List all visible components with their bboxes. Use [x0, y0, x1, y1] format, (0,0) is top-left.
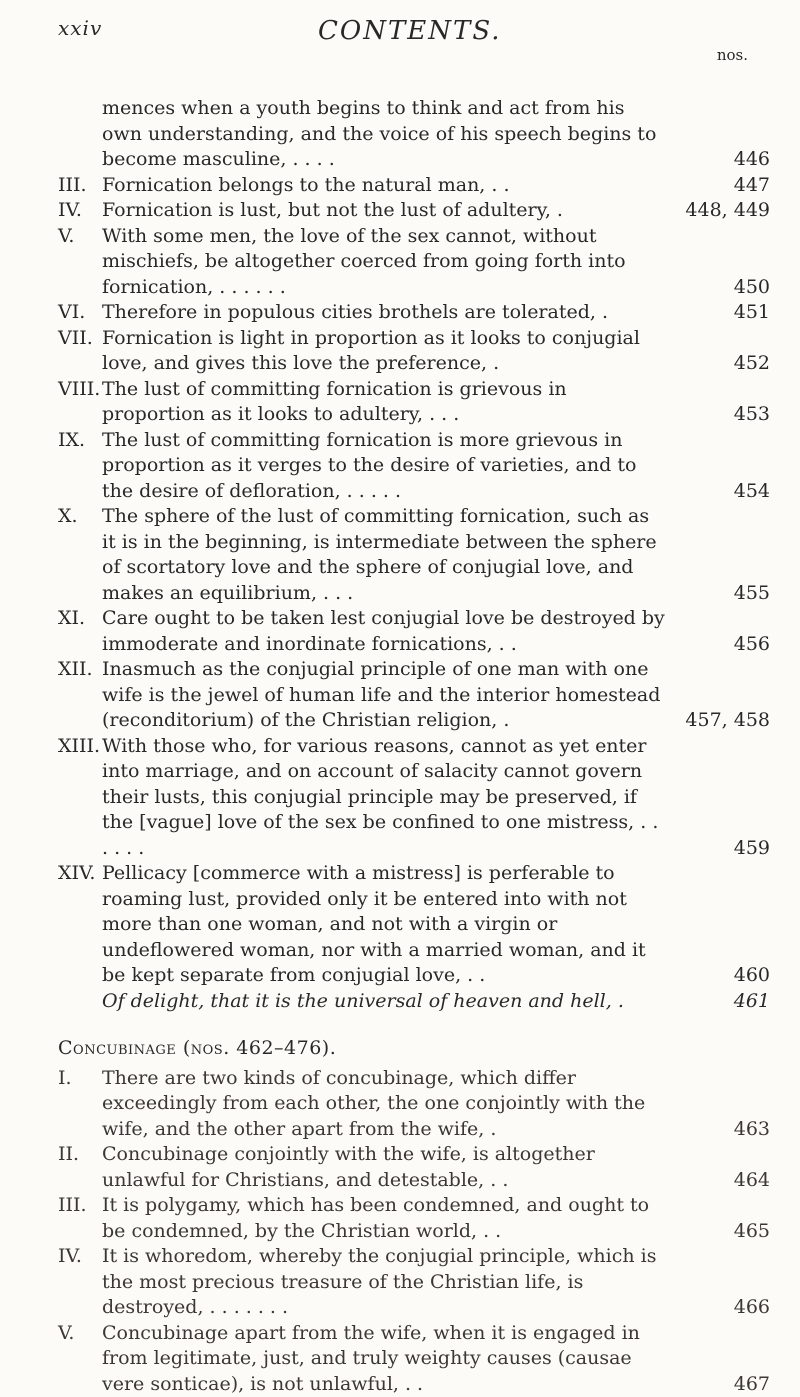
entry-nos: 457, 458	[670, 708, 770, 734]
concubinage-list	[58, 1066, 770, 1397]
entry-nos: 454	[670, 479, 770, 505]
fornication-list	[58, 96, 770, 1014]
entry-nos: 467	[670, 1372, 770, 1397]
entry-nos: 456	[670, 632, 770, 658]
page-number: xxiv	[58, 16, 102, 40]
contents-entry	[58, 504, 770, 606]
entry-nos: 453	[670, 402, 770, 428]
entry-nos: 461	[670, 989, 770, 1015]
contents-entry	[58, 300, 770, 326]
entry-nos: 460	[670, 963, 770, 989]
contents-entry	[58, 1066, 770, 1143]
contents-entry	[58, 377, 770, 428]
contents-entry	[58, 989, 770, 1015]
entry-text: Pellicacy [commerce with a mistress] is perferable to roaming lust, provided only it be entered into with not more than one woman, and not with a virgin or undeflowered woman, nor with a married woman, and it be kept separate from conjugial love, . .	[102, 862, 646, 986]
entry-text: Inasmuch as the conjugial principle of one man with one wife is the jewel of human life and the interior homestead (reconditorium) of the Christian religion, .	[102, 658, 660, 731]
entry-nos: 463	[670, 1117, 770, 1143]
contents-entry	[58, 198, 770, 224]
contents-entry	[58, 224, 770, 301]
nos-column-label: nos.	[717, 46, 748, 64]
contents-entry	[58, 734, 770, 862]
entry-nos: 466	[670, 1295, 770, 1321]
entry-text: Concubinage apart from the wife, when it is engaged in from legitimate, just, and truly weighty causes (causae vere sonticae), is not unlawful, . .	[102, 1322, 640, 1395]
entry-number: XIII.	[58, 734, 100, 760]
entry-number: XI.	[58, 606, 100, 632]
entry-text: The lust of committing fornication is more grievous in proportion as it verges to the desire of varieties, and to the desire of defloration, . . . . .	[102, 429, 636, 502]
entry-text: Care ought to be taken lest conjugial love be destroyed by immoderate and inordinate fornications, . .	[102, 607, 665, 655]
contents-entry	[58, 1193, 770, 1244]
contents-entry	[58, 1142, 770, 1193]
entry-nos: 464	[670, 1168, 770, 1194]
contents-entry	[58, 173, 770, 199]
entry-number: I.	[58, 1066, 100, 1092]
entry-number: XII.	[58, 657, 100, 683]
concubinage-heading: Concubinage (nos. 462–476).	[58, 1036, 770, 1062]
running-header	[58, 16, 778, 56]
entry-number: X.	[58, 504, 100, 530]
entry-text: mences when a youth begins to think and act from his own understanding, and the voice of his speech begins to become masculine, . . . .	[102, 97, 656, 170]
entry-number: IV.	[58, 198, 100, 224]
entry-nos: 465	[670, 1219, 770, 1245]
entry-nos: 446	[670, 147, 770, 173]
entry-number: XIV.	[58, 861, 100, 887]
entry-number: IV.	[58, 1244, 100, 1270]
entry-nos: 447	[670, 173, 770, 199]
contents-entry	[58, 861, 770, 989]
entry-number: V.	[58, 224, 100, 250]
entry-text: With some men, the love of the sex cannot, without mischiefs, be altogether coerced from going forth into fornication, . . . . . .	[102, 225, 626, 298]
contents-entry	[58, 428, 770, 505]
entry-text: Fornication is lust, but not the lust of adultery, .	[102, 199, 563, 221]
entry-nos: 452	[670, 351, 770, 377]
entry-nos: 459	[670, 836, 770, 862]
entry-nos: 455	[670, 581, 770, 607]
contents-entry	[58, 657, 770, 734]
entry-number: VI.	[58, 300, 100, 326]
entry-nos: 448, 449	[670, 198, 770, 224]
entry-nos: 450	[670, 275, 770, 301]
entry-number: III.	[58, 1193, 100, 1219]
entry-text: It is polygamy, which has been condemned, and ought to be condemned, by the Christian world, . .	[102, 1194, 649, 1242]
contents-body	[58, 96, 770, 1397]
entry-nos: 451	[670, 300, 770, 326]
entry-text: Fornication is light in proportion as it looks to conjugial love, and gives this love the preference, .	[102, 327, 640, 375]
entry-text: With those who, for various reasons, cannot as yet enter into marriage, and on account of salacity cannot govern their lusts, this conjugial principle may be preserved, if the [vague] love of the sex be confined to one mistress, . . . . . .	[102, 735, 658, 859]
contents-entry	[58, 1244, 770, 1321]
entry-number: II.	[58, 1142, 100, 1168]
entry-text: There are two kinds of concubinage, which differ exceedingly from each other, the one conjointly with the wife, and the other apart from the wife, .	[102, 1067, 645, 1140]
entry-text: Concubinage conjointly with the wife, is altogether unlawful for Christians, and detestable, . .	[102, 1143, 595, 1191]
page-title: CONTENTS.	[318, 16, 502, 46]
entry-number: VII.	[58, 326, 100, 352]
entry-number: V.	[58, 1321, 100, 1347]
entry-text: Fornication belongs to the natural man, . .	[102, 174, 510, 196]
contents-entry	[58, 96, 770, 173]
entry-number: III.	[58, 173, 100, 199]
entry-text: It is whoredom, whereby the conjugial principle, which is the most precious treasure of the Christian life, is destroyed, . . . . . . .	[102, 1245, 656, 1318]
entry-text: Of delight, that it is the universal of heaven and hell, .	[102, 990, 624, 1012]
contents-entry	[58, 606, 770, 657]
contents-entry	[58, 326, 770, 377]
contents-entry	[58, 1321, 770, 1397]
entry-text: The lust of committing fornication is grievous in proportion as it looks to adultery, . . .	[102, 378, 567, 426]
entry-number: VIII.	[58, 377, 100, 403]
entry-text: The sphere of the lust of committing fornication, such as it is in the beginning, is intermediate between the sphere of scortatory love and the sphere of conjugial love, and makes an equilibrium, . . .	[102, 505, 657, 604]
entry-number: IX.	[58, 428, 100, 454]
entry-text: Therefore in populous cities brothels are tolerated, .	[102, 301, 608, 323]
